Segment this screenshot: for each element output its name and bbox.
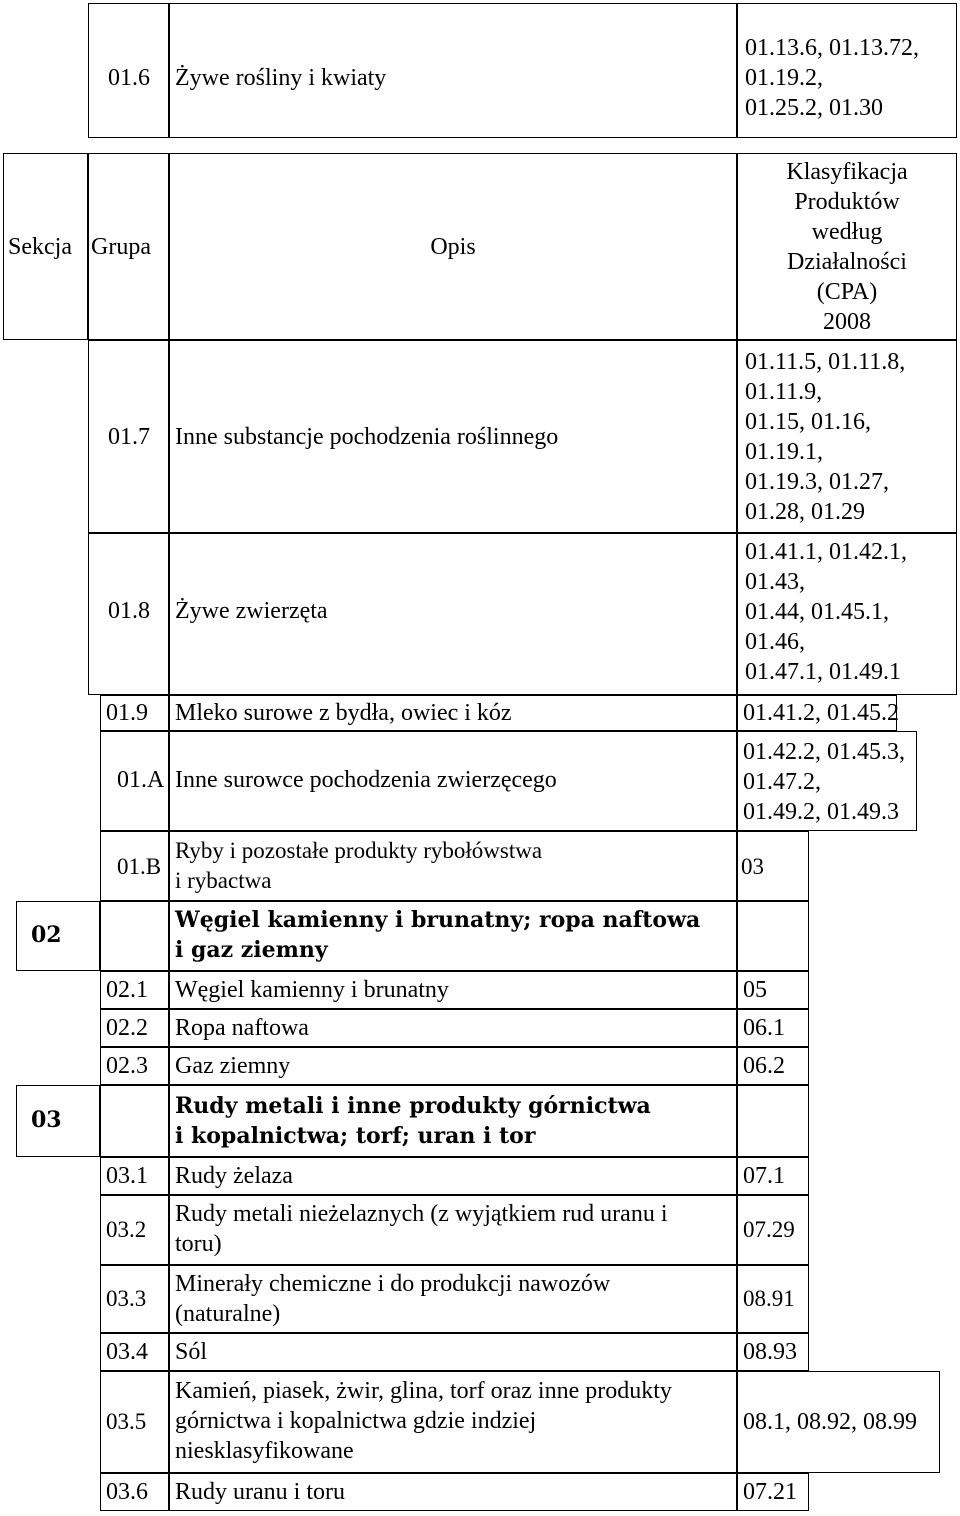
row-03-1-desc: Rudy żelaza — [175, 1163, 293, 1189]
row-01-6-cpa-line-3: 01.25.2, 01.30 — [745, 95, 883, 121]
row-03-4-code: 03.4 — [106, 1339, 148, 1365]
header-grupa: Grupa — [91, 234, 151, 260]
row-02-2-cpa: 06.1 — [743, 1015, 785, 1041]
row-01-6-desc: Żywe rośliny i kwiaty — [175, 65, 387, 91]
row-01-A-cpa-line-3: 01.49.2, 01.49.3 — [743, 799, 899, 825]
row-01-B-desc-line-1: Ryby i pozostałe produkty rybołówstwa — [175, 838, 543, 863]
section-02-grupa-cell — [100, 901, 169, 971]
row-03-5-code: 03.5 — [106, 1409, 147, 1434]
row-01-8-cpa-line-5: 01.47.1, 01.49.1 — [745, 659, 901, 685]
section-02-desc-line-1: Węgiel kamienny i brunatny; ropa naftowa — [175, 907, 701, 933]
row-01-B-cpa: 03 — [741, 854, 764, 879]
row-01-8-cpa-line-3: 01.44, 01.45.1, — [745, 599, 889, 625]
header-cpa-line-1: Klasyfikacja — [786, 159, 908, 185]
row-01-A-cpa-line-1: 01.42.2, 01.45.3, — [743, 739, 905, 765]
row-01-7-cpa-line-3: 01.15, 01.16, — [745, 409, 871, 435]
header-cpa-line-2: Produktów — [794, 189, 900, 215]
row-03-6-code: 03.6 — [106, 1479, 148, 1505]
row-03-4-desc: Sól — [175, 1339, 208, 1365]
row-02-1-code: 02.1 — [106, 977, 148, 1003]
header-opis: Opis — [430, 234, 476, 260]
section-03-cpa-cell — [737, 1085, 809, 1157]
row-01-8-cpa-line-2: 01.43, — [745, 569, 805, 595]
row-03-3-desc-line-1: Minerały chemiczne i do produkcji nawozów — [175, 1271, 611, 1297]
row-01-7-cpa-line-5: 01.19.3, 01.27, — [745, 469, 889, 495]
row-03-5-cpa: 08.1, 08.92, 08.99 — [743, 1409, 917, 1435]
row-01-8-code: 01.8 — [108, 598, 150, 624]
row-01-6-cpa-line-2: 01.19.2, — [745, 65, 823, 91]
row-03-2-cpa: 07.29 — [743, 1217, 795, 1242]
row-01-7-cpa-line-1: 01.11.5, 01.11.8, — [745, 349, 906, 375]
row-01-B-desc-line-2: i rybactwa — [175, 868, 272, 893]
row-02-2-desc: Ropa naftowa — [175, 1015, 309, 1041]
row-02-1-cpa: 05 — [743, 977, 767, 1003]
row-01-7-cpa-line-4: 01.19.1, — [745, 439, 823, 465]
row-02-1-desc: Węgiel kamienny i brunatny — [175, 977, 449, 1003]
row-03-3-code: 03.3 — [106, 1286, 147, 1311]
row-03-3-cpa: 08.91 — [743, 1286, 795, 1311]
header-cpa-line-5: (CPA) — [816, 279, 878, 305]
row-03-4-opis-cell — [169, 1333, 737, 1371]
row-03-3-desc-line-2: (naturalne) — [175, 1301, 281, 1327]
row-03-2-code: 03.2 — [106, 1217, 147, 1242]
row-01-7-desc: Inne substancje pochodzenia roślinnego — [175, 424, 559, 450]
row-01-A-cpa-line-2: 01.47.2, — [743, 769, 821, 795]
section-03-desc-line-2: i kopalnictwa; torf; uran i tor — [175, 1123, 536, 1149]
section-02-desc-line-2: i gaz ziemny — [175, 937, 328, 963]
row-01-8-cpa-line-4: 01.46, — [745, 629, 805, 655]
row-02-3-cpa: 06.2 — [743, 1053, 785, 1079]
row-03-5-desc-line-2: górnictwa i kopalnictwa gdzie indziej — [175, 1408, 537, 1434]
section-02-code: 02 — [31, 922, 62, 948]
row-03-2-desc-line-2: toru) — [175, 1231, 222, 1257]
section-02-cpa-cell — [737, 901, 809, 971]
header-sekcja: Sekcja — [8, 234, 72, 260]
row-01-6-code: 01.6 — [108, 65, 150, 91]
section-03-grupa-cell — [100, 1085, 169, 1157]
row-02-3-desc: Gaz ziemny — [175, 1053, 291, 1079]
row-01-7-cpa-line-2: 01.11.9, — [745, 379, 823, 405]
row-01-6-cpa-line-1: 01.13.6, 01.13.72, — [745, 35, 919, 61]
row-01-8-cpa-line-1: 01.41.1, 01.42.1, — [745, 539, 907, 565]
row-03-1-code: 03.1 — [106, 1163, 148, 1189]
header-cpa-line-6: 2008 — [823, 309, 871, 335]
row-01-7-code: 01.7 — [108, 424, 150, 450]
row-02-3-code: 02.3 — [106, 1053, 148, 1079]
row-01-A-desc: Inne surowce pochodzenia zwierzęcego — [175, 767, 557, 793]
row-01-9-code: 01.9 — [106, 700, 148, 726]
header-cpa-line-4: Działalności — [787, 249, 907, 275]
row-01-9-desc: Mleko surowe z bydła, owiec i kóz — [175, 700, 512, 726]
row-03-6-cpa: 07.21 — [743, 1479, 797, 1505]
row-03-5-desc-line-3: niesklasyfikowane — [175, 1438, 354, 1464]
row-02-2-code: 02.2 — [106, 1015, 148, 1041]
header-cpa-line-3: według — [811, 219, 883, 245]
row-03-4-cpa: 08.93 — [743, 1339, 797, 1365]
row-03-2-desc-line-1: Rudy metali nieżelaznych (z wyjątkiem rud uranu i — [175, 1201, 668, 1227]
row-01-8-desc: Żywe zwierzęta — [175, 598, 328, 624]
row-03-1-cpa: 07.1 — [743, 1163, 785, 1189]
row-01-A-code: 01.A — [117, 767, 165, 793]
row-01-9-cpa: 01.41.2, 01.45.2 — [743, 700, 899, 726]
row-03-6-desc: Rudy uranu i toru — [175, 1479, 345, 1505]
row-01-7-cpa-line-6: 01.28, 01.29 — [745, 499, 865, 525]
row-03-5-desc-line-1: Kamień, piasek, żwir, glina, torf oraz inne produkty — [175, 1378, 672, 1404]
section-03-desc-line-1: Rudy metali i inne produkty górnictwa — [175, 1093, 651, 1119]
row-01-B-code: 01.B — [117, 854, 162, 879]
section-03-code: 03 — [31, 1107, 62, 1133]
